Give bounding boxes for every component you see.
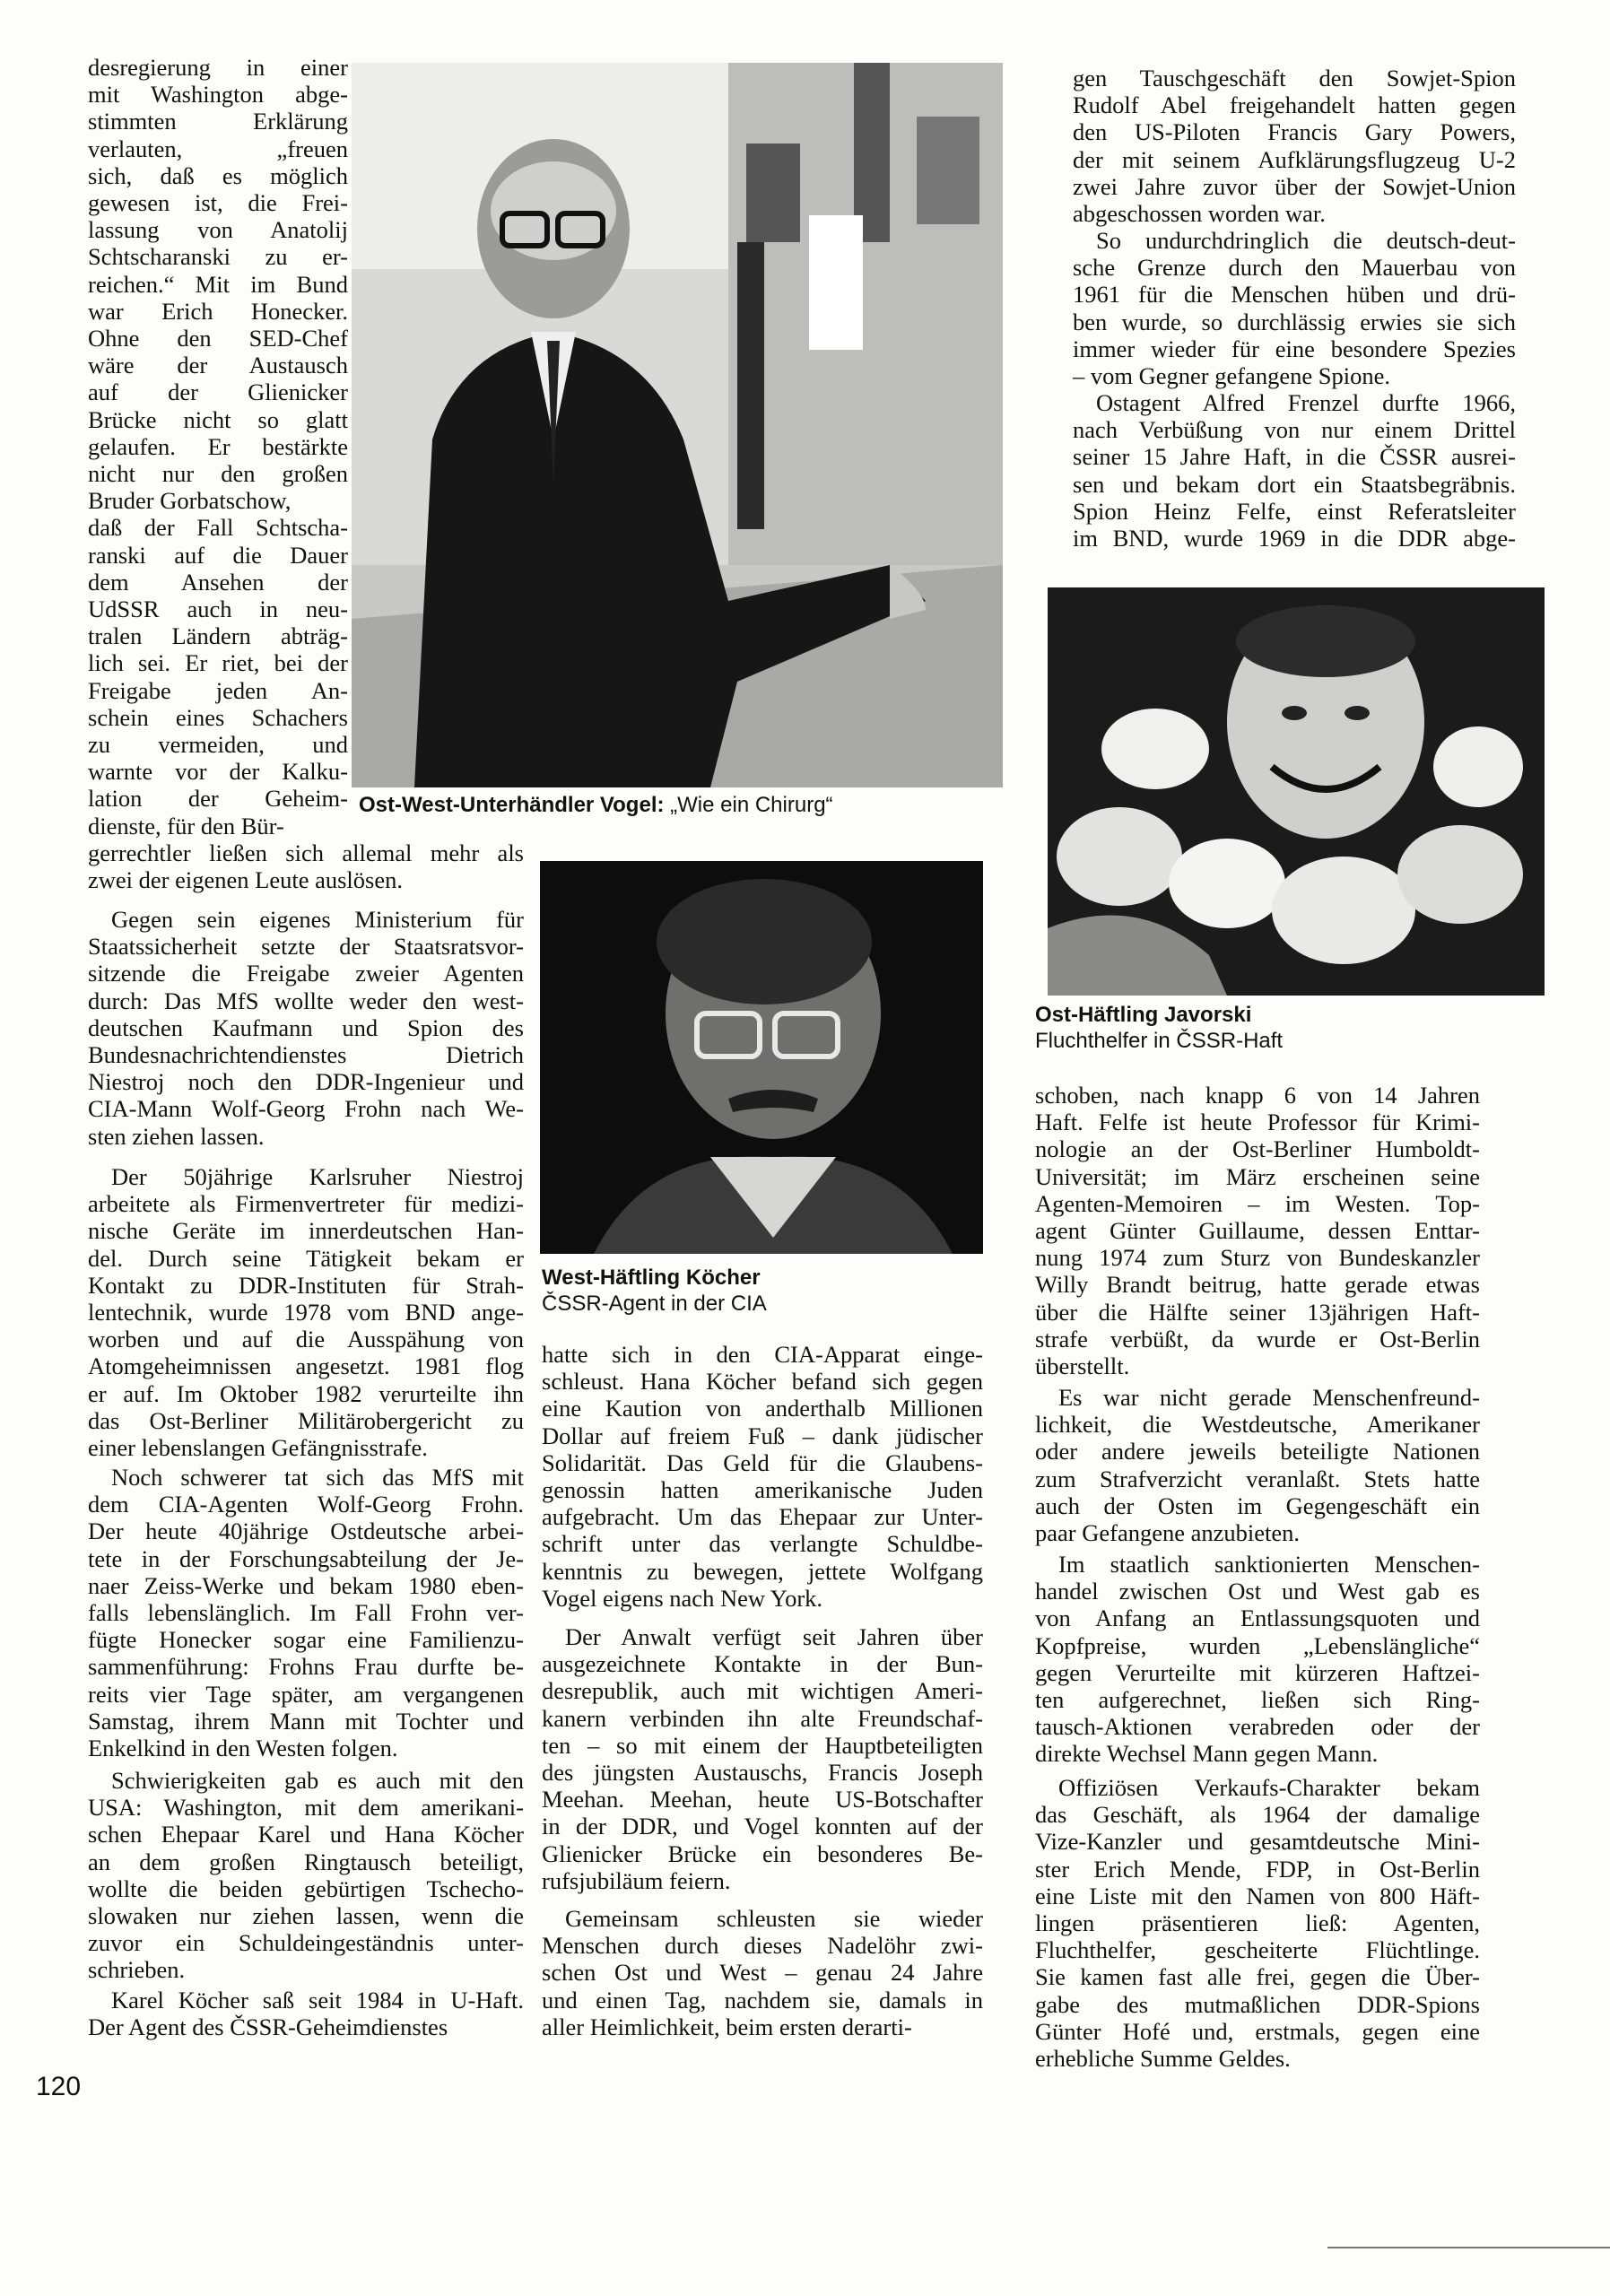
text-line: zwei Jahre zuvor über der Sowjet-Union [1073, 172, 1516, 200]
text-line: der mit seinem Aufklärungsflugzeug U-2 [1073, 145, 1516, 173]
text-line: Agenten-Memoiren – im Westen. Top- [1035, 1189, 1480, 1217]
text-line: Universität; im März erscheinen seine [1035, 1162, 1480, 1190]
text-line: in der DDR, und Vogel konnten auf der [542, 1813, 983, 1840]
text-line: dem CIA-Agenten Wolf-Georg Frohn. [88, 1491, 524, 1518]
right-para-7 [1035, 1774, 1480, 2072]
text-line: wollte die beiden gebürtigen Tschecho- [88, 1874, 524, 1902]
text-line: überstellt. [1035, 1352, 1130, 1380]
text-line: erhebliche Summe Geldes. [1035, 2045, 1291, 2073]
left-para-1 [88, 54, 348, 839]
text-line: gelaufen. Er bestärkte [88, 432, 348, 460]
left-para-6 [88, 1987, 524, 2040]
caption-koecher [542, 1265, 990, 1317]
text-line: Noch schwerer tat sich das MfS mit [111, 1464, 524, 1491]
text-line: direkte Wechsel Mann gegen Mann. [1035, 1740, 1379, 1768]
right-para-1 [1073, 65, 1516, 227]
middle-para-2 [542, 1623, 983, 1894]
text-line: sten ziehen lassen. [88, 1122, 265, 1150]
text-line: tete in der Forschungsabteilung der Je- [88, 1544, 524, 1572]
text-line: gegen Verurteilte mit kürzeren Haftzei- [1035, 1658, 1480, 1686]
text-line: reichen.“ Mit im Bund [88, 270, 348, 298]
text-line: paar Gefangene anzubieten. [1035, 1519, 1301, 1547]
text-line: Vize-Kanzler und gesamtdeutsche Mini- [1035, 1828, 1480, 1856]
text-line: immer wieder für eine besondere Spezies [1073, 335, 1516, 362]
text-line: – vom Gegner gefangene Spione. [1073, 362, 1390, 390]
text-line: Schtscharanski zu er- [88, 243, 348, 271]
text-line: Niestroj noch den DDR-Ingenieur und [88, 1068, 524, 1096]
text-line: Brücke nicht so glatt [88, 405, 348, 433]
text-line: arbeitete als Firmenvertreter für medizi- [88, 1190, 524, 1218]
caption-koecher-title: West-Häftling Köcher [542, 1265, 761, 1290]
text-line: eine Liste mit den Namen von 800 Häft- [1035, 1882, 1480, 1909]
text-line: Dollar auf freiem Fuß – dank jüdischer [542, 1422, 983, 1449]
text-line: schen Ost und West – genau 24 Jahre [542, 1959, 983, 1987]
text-line: sche Grenze durch den Mauerbau von [1073, 254, 1516, 282]
text-line: war Erich Honecker. [88, 297, 348, 325]
photo-koecher-image [540, 861, 983, 1254]
text-line: tausch-Aktionen verabreden oder der [1035, 1713, 1480, 1741]
text-line: Der 50jährige Karlsruher Niestroj [111, 1163, 524, 1190]
caption-vogel-title: Ost-West-Unterhändler Vogel: [359, 793, 665, 817]
caption-vogel [359, 792, 987, 818]
text-line: del. Durch seine Tätigkeit bekam er [88, 1244, 524, 1272]
text-line: ten – so mit einem der Hauptbeteiligten [542, 1731, 983, 1759]
photo-vogel [352, 63, 1003, 787]
middle-para-1 [542, 1341, 983, 1612]
text-line: CIA-Mann Wolf-Georg Frohn nach We- [88, 1095, 524, 1123]
right-para-3 [1073, 389, 1516, 552]
text-line: hatte sich in den CIA-Apparat einge- [542, 1341, 983, 1368]
text-line: aller Heimlichkeit, beim ersten derarti- [542, 2013, 912, 2040]
text-line: wäre der Austausch [88, 352, 348, 379]
text-line: abgeschossen worden war. [1073, 200, 1326, 228]
text-line: Freigabe jeden An- [88, 676, 348, 704]
text-line: Meehan. Meehan, heute US-Botschafter [542, 1786, 983, 1813]
text-line: Bundesnachrichtendienstes Dietrich [88, 1041, 524, 1069]
text-line: lich sei. Er riet, bei der [88, 649, 348, 677]
caption-koecher-text: ČSSR-Agent in der CIA [542, 1292, 767, 1316]
text-line: ranski auf die Dauer [88, 541, 348, 569]
right-para-6 [1035, 1551, 1480, 1768]
text-line: desrepublik, auch mit wichtigen Ameri- [542, 1677, 983, 1705]
text-line: rufsjubiläum feiern. [542, 1866, 731, 1894]
text-line: Menschen durch dieses Nadelöhr zwi- [542, 1932, 983, 1960]
text-line: nologie an der Ost-Berliner Humboldt- [1035, 1135, 1480, 1163]
text-line: reits vier Tage später, am vergangenen [88, 1680, 524, 1708]
text-line: gewesen ist, die Frei- [88, 189, 348, 217]
text-line: Fluchthelfer, gescheiterte Flüchtlinge. [1035, 1936, 1480, 1964]
photo-javorski-image [1048, 587, 1545, 996]
text-line: auf der Glienicker [88, 378, 348, 406]
text-line: nach Verbüßung von nur einem Drittel [1073, 416, 1516, 444]
text-line: Gemeinsam schleusten sie wieder [565, 1905, 983, 1932]
text-line: Willy Brandt beitrug, hatte gerade etwas [1035, 1271, 1480, 1299]
text-line: stimmten Erklärung [88, 108, 348, 135]
text-line: verlauten, „freuen [88, 135, 348, 162]
text-line: gerrechtler ließen sich allemal mehr als [88, 839, 524, 866]
text-line: zwei der eigenen Leute auslösen. [88, 866, 403, 894]
text-line: Der heute 40jährige Ostdeutsche arbei- [88, 1518, 524, 1545]
text-line: kanern verbinden ihn alte Freundschaf- [542, 1704, 983, 1732]
text-line: Schwierigkeiten gab es auch mit den [111, 1767, 524, 1794]
text-line: schrieben. [88, 1956, 186, 1984]
text-line: Sie kamen fast alle frei, gegen die Über- [1035, 1963, 1480, 1991]
caption-javorski-title: Ost-Häftling Javorski [1035, 1003, 1252, 1027]
text-line: sen und bekam dort ein Staatsbegräbnis. [1073, 470, 1516, 498]
text-line: Ohne den SED-Chef [88, 325, 348, 352]
photo-javorski [1048, 587, 1545, 996]
text-line: des jüngsten Austauschs, Francis Joseph [542, 1759, 983, 1787]
text-line: sich, daß es möglich [88, 161, 348, 189]
text-line: fügte Honecker sogar eine Familienzu- [88, 1626, 524, 1654]
text-line: sitzende die Freigabe zweier Agenten [88, 960, 524, 987]
caption-vogel-text: „Wie ein Chirurg“ [670, 793, 833, 817]
text-line: nische Geräte im innerdeutschen Han- [88, 1217, 524, 1245]
text-line: Spion Heinz Felfe, einst Referatsleiter [1073, 497, 1516, 525]
caption-javorski [1035, 1002, 1537, 1054]
text-line: eine Kaution von anderthalb Millionen [542, 1395, 983, 1422]
text-line: das Ost-Berliner Militärobergericht zu [88, 1406, 524, 1434]
text-line: oder andere jeweils beteiligte Nationen [1035, 1438, 1480, 1465]
text-line: zu vermeiden, und [88, 731, 348, 759]
text-line: mit Washington abge- [88, 81, 348, 109]
text-line: Atomgeheimnissen angesetzt. 1981 flog [88, 1352, 524, 1380]
text-line: 1961 für die Menschen hüben und drü- [1073, 281, 1516, 309]
text-line: lassung von Anatolij [88, 216, 348, 244]
photo-vogel-image [352, 63, 1003, 787]
text-line: den US-Piloten Francis Gary Powers, [1073, 118, 1516, 146]
text-line: dienste, für den Bür- [88, 812, 284, 839]
left-para-3 [88, 1163, 524, 1461]
text-line: warnte vor der Kalku- [88, 758, 348, 786]
left-para-1-tail [88, 839, 524, 893]
text-line: Günter Hofé und, erstmals, gegen eine [1035, 2017, 1480, 2045]
text-line: nicht nur den großen [88, 460, 348, 488]
text-line: Im staatlich sanktionierten Menschen- [1058, 1551, 1480, 1578]
text-line: worben und auf die Ausspähung von [88, 1326, 524, 1353]
text-line: an dem großen Ringtausch beteiligt, [88, 1848, 524, 1875]
text-line: Bruder Gorbatschow, [88, 487, 292, 515]
text-line: lichkeit, die Westdeutsche, Amerikaner [1035, 1411, 1480, 1439]
page-number: 120 [36, 2072, 82, 2101]
text-line: agent Günter Guillaume, dessen Enttar- [1035, 1217, 1480, 1245]
caption-javorski-text: Fluchthelfer in ČSSR-Haft [1035, 1029, 1284, 1053]
text-line: schrift unter das verlangte Schuldbe- [542, 1530, 983, 1558]
text-line: Karel Köcher saß seit 1984 in U-Haft. [111, 1987, 524, 2013]
text-line: ben wurde, so durchlässig erwies sie sich [1073, 308, 1516, 335]
text-line: falls lebenslänglich. Im Fall Frohn ver- [88, 1599, 524, 1627]
left-para-2 [88, 906, 524, 1150]
text-line: ausgezeichnete Kontakte in der Bun- [542, 1650, 983, 1678]
text-line: Gegen sein eigenes Ministerium für [111, 906, 524, 933]
text-line: seiner 15 Jahre Haft, in die ČSSR ausrei- [1073, 443, 1516, 471]
text-line: kenntnis zu bewegen, jettete Wolfgang [542, 1557, 983, 1585]
text-line: schein eines Schachers [88, 703, 348, 731]
text-line: Vogel eigens nach New York. [542, 1584, 823, 1612]
text-line: handel zwischen Ost und West gab es [1035, 1578, 1480, 1605]
text-line: Es war nicht gerade Menschenfreund- [1058, 1384, 1480, 1411]
text-line: Enkelkind in den Westen folgen. [88, 1735, 398, 1762]
text-line: das Geschäft, als 1964 der damalige [1035, 1801, 1480, 1829]
text-line: So undurchdringlich die deutsch-deut- [1096, 227, 1516, 254]
text-line: lingen präsentieren ließ: Agenten, [1035, 1909, 1480, 1937]
text-line: desregierung in einer [88, 54, 348, 81]
text-line: einer lebenslangen Gefängnisstrafe. [88, 1434, 428, 1462]
scan-edge-line [1327, 2247, 1610, 2248]
text-line: daß der Fall Schtscha- [88, 514, 348, 542]
text-line: Der Anwalt verfügt seit Jahren über [565, 1623, 983, 1650]
text-line: lation der Geheim- [88, 785, 348, 813]
text-line: er auf. Im Oktober 1982 verurteilte ihn [88, 1379, 524, 1407]
text-line: Offiziösen Verkaufs-Charakter bekam [1058, 1774, 1480, 1801]
text-line: aufgebracht. Um das Ehepaar zur Unter- [542, 1503, 983, 1531]
text-line: Samstag, ihrem Mann mit Tochter und [88, 1707, 524, 1735]
text-line: schleust. Hana Köcher befand sich gegen [542, 1368, 983, 1396]
text-line: Der Agent des ČSSR-Geheimdienstes [88, 2013, 448, 2041]
text-line: Haft. Felfe ist heute Professor für Krimi- [1035, 1109, 1480, 1136]
text-line: schoben, nach knapp 6 von 14 Jahren [1035, 1082, 1480, 1109]
text-line: durch: Das MfS wollte weder den west- [88, 987, 524, 1014]
text-line: Staatssicherheit setzte der Staatsratsvor- [88, 933, 524, 961]
text-line: USA: Washington, mit dem amerikani- [88, 1794, 524, 1822]
text-line: von Anfang an Entlassungsquoten und [1035, 1605, 1480, 1632]
text-line: strafe verbüßt, da wurde er Ost-Berlin [1035, 1325, 1480, 1352]
photo-koecher [540, 861, 983, 1254]
text-line: UdSSR auch in neu- [88, 596, 348, 623]
text-line: dem Ansehen der [88, 568, 348, 596]
text-line: Rudolf Abel freigehandelt hatten gegen [1073, 91, 1516, 119]
text-line: deutschen Kaufmann und Spion des [88, 1013, 524, 1041]
text-line: lentechnik, wurde 1978 vom BND ange- [88, 1299, 524, 1326]
text-line: Ostagent Alfred Frenzel durfte 1966, [1096, 389, 1516, 416]
text-line: ten aufgerechnet, ließen sich Ring- [1035, 1686, 1480, 1714]
right-para-4 [1035, 1082, 1480, 1379]
right-para-5 [1035, 1384, 1480, 1546]
text-line: zuvor ein Schuldeingeständnis unter- [88, 1929, 524, 1957]
text-line: gabe des mutmaßlichen DDR-Spions [1035, 1990, 1480, 2018]
text-line: nung 1974 zum Sturz von Bundeskanzler [1035, 1244, 1480, 1272]
text-line: Kopfpreise, wurden „Lebenslängliche“ [1035, 1631, 1480, 1659]
text-line: tralen Ländern abträg- [88, 622, 348, 650]
text-line: slowaken nur ziehen lassen, wenn die [88, 1902, 524, 1930]
text-line: Kontakt zu DDR-Instituten für Strah- [88, 1271, 524, 1299]
text-line: und einen Tag, nachdem sie, damals in [542, 1986, 983, 2013]
text-line: über die Hälfte seiner 13jährigen Haft- [1035, 1298, 1480, 1326]
text-line: sammenführung: Frohns Frau durfte be- [88, 1653, 524, 1681]
text-line: naer Zeiss-Werke und bekam 1980 eben- [88, 1571, 524, 1599]
text-line: genossin hatten amerikanische Juden [542, 1476, 983, 1504]
left-para-4 [88, 1464, 524, 1761]
text-line: ster Erich Mende, FDP, in Ost-Berlin [1035, 1855, 1480, 1883]
text-line: im BND, wurde 1969 in die DDR abge- [1073, 525, 1516, 552]
text-line: Solidarität. Das Geld für die Glaubens- [542, 1448, 983, 1476]
right-para-2 [1073, 227, 1516, 389]
text-line: Glienicker Brücke ein besonderes Be- [542, 1839, 983, 1867]
text-line: gen Tauschgeschäft den Sowjet-Spion [1073, 65, 1516, 91]
left-para-5 [88, 1767, 524, 1984]
text-line: schen Ehepaar Karel und Hana Köcher [88, 1821, 524, 1848]
text-line: zum Strafverzicht veranlaßt. Stets hatte [1035, 1465, 1480, 1492]
middle-para-3 [542, 1905, 983, 2040]
text-line: auch der Osten im Gegengeschäft ein [1035, 1492, 1480, 1519]
